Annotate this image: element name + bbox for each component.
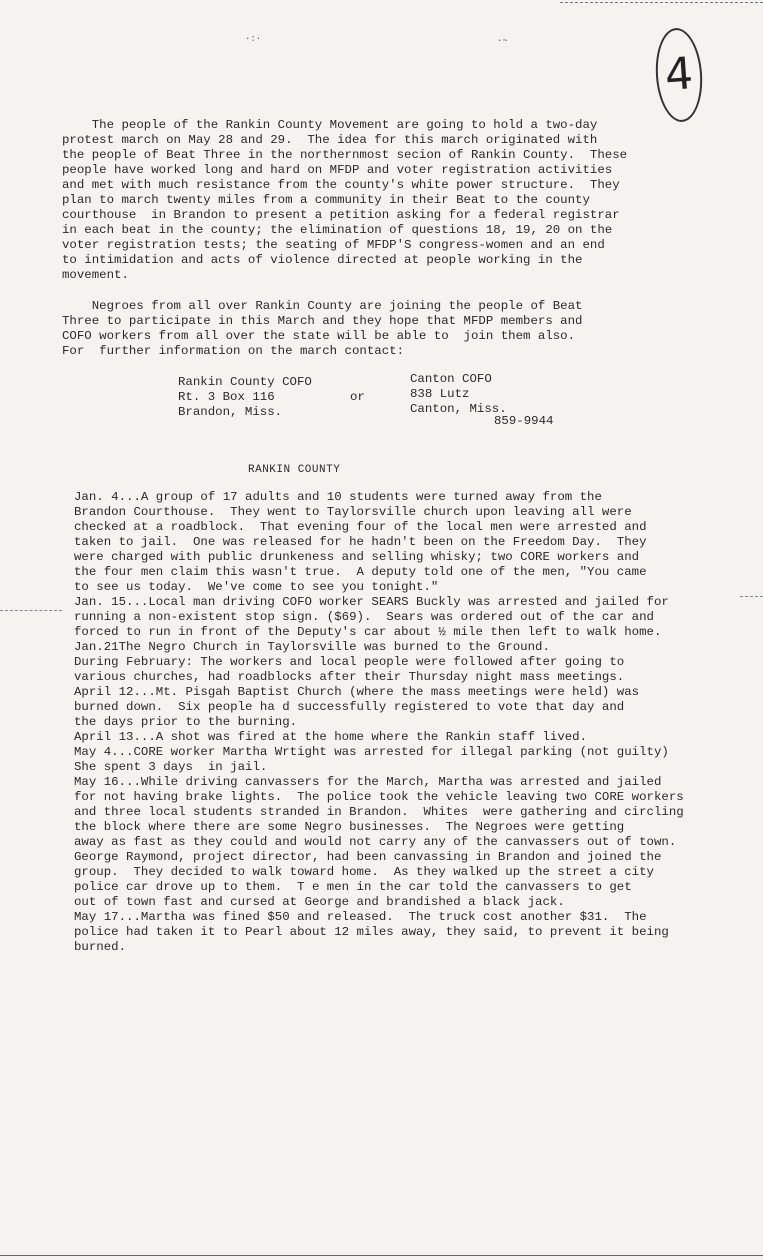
contact-line: Canton, Miss. bbox=[410, 402, 507, 416]
contact-line: Brandon, Miss. bbox=[178, 405, 283, 419]
contact-rankin bbox=[178, 375, 312, 420]
incident-entry: May 17...Martha was fined $50 and released. The truck cost another $31. The police had taken it to Pearl about 12 miles away, they said, to prevent it being burned. bbox=[74, 910, 669, 954]
incident-entry: During February: The workers and local people were followed after going to various churches, had roadblocks after their Thursday night mass meetings. bbox=[74, 655, 625, 684]
incident-entry: May 16...While driving canvassers for the March, Martha was arrested and jailed for not having brake lights. The police took the vehicle leaving two CORE workers and three local students stranded in Brandon. Whites were gathering and circling the block where there are some Negro businesses. The Negroes were getting away as fast as they could and would not carry any of the canvassers out of town. George Raymond, project director, had been canvassing in Brandon and joined the group. They decided to walk toward home. As they walked up the street a city police car drove up to them. T e men in the car told the canvassers to get out of town fast and cursed at George and brandished a black jack. bbox=[74, 775, 684, 909]
margin-smudge bbox=[740, 596, 763, 597]
ink-speck: ·~ bbox=[497, 36, 508, 46]
contact-line: 838 Lutz bbox=[410, 387, 470, 401]
handwritten-page-number: 4 bbox=[653, 27, 705, 124]
incident-entry: April 13...A shot was fired at the home where the Rankin staff lived. bbox=[74, 730, 588, 744]
intro-paragraph-1: The people of the Rankin County Movement are going to hold a two-day protest march on May 28 and 29. The idea for this march originated with the people of Beat Three in the northernmost secion of Rankin County. These people have worked long and hard on MFDP and voter registration activities and met with much resistance from the county's white power structure. They plan to march twenty miles from a community in their Beat to the county courthouse in Brandon to present a petition asking for a federal registrar in each beat in the county; the elimination of questions 18, 19, 20 on the voter registration tests; the seating of MFDP'S congress-women and an end to intimidation and acts of violence directed at people working in the movement. bbox=[62, 118, 628, 282]
contact-canton bbox=[410, 372, 554, 429]
incident-entry: Jan.21The Negro Church in Taylorsville was burned to the Ground. bbox=[74, 640, 550, 654]
intro-section bbox=[62, 118, 702, 359]
incident-entry: May 4...CORE worker Martha Wrtight was arrested for illegal parking (not guilty) She spent 3 days in jail. bbox=[74, 745, 669, 774]
incident-list bbox=[74, 490, 714, 955]
incident-entry: Jan. 4...A group of 17 adults and 10 students were turned away from the Brandon Courthouse. They went to Taylorsville church upon leaving all were checked at a roadblock. That evening four of the local men were arrested and taken to jail. One was released for he hadn't been on the Freedom Day. They were charged with public drunkeness and selling whisky; two CORE workers and the four men claim this wasn't true. A deputy told one of the men, "You came to see us today. We've come to see you tonight." bbox=[74, 490, 647, 594]
ink-speck: ·:· bbox=[245, 34, 262, 44]
section-heading: RANKIN COUNTY bbox=[248, 464, 341, 476]
contact-phone: 859-9944 bbox=[494, 414, 554, 428]
contact-line: Rt. 3 Box 116 bbox=[178, 390, 275, 404]
bottom-edge-rule bbox=[0, 1255, 763, 1256]
contact-or: or bbox=[350, 390, 365, 404]
contact-line: Canton COFO bbox=[410, 372, 492, 386]
contact-line: Rankin County COFO bbox=[178, 375, 312, 389]
top-edge-rule bbox=[560, 2, 763, 3]
incident-entry: Jan. 15...Local man driving COFO worker SEARS Buckly was arrested and jailed for running a non-existent stop sign. ($69). Sears was ordered out of the car and forced to run in front of the Deputy's car about ½ mile then left to walk home. bbox=[74, 595, 669, 639]
margin-smudge bbox=[0, 610, 62, 611]
incident-entry: April 12...Mt. Pisgah Baptist Church (where the mass meetings were held) was burned down. Six people ha d successfully registered to vote that day and the days prior to the burning. bbox=[74, 685, 640, 729]
intro-paragraph-2: Negroes from all over Rankin County are joining the people of Beat Three to participate in this March and they hope that MFDP members and COFO workers from all over the state will be able to join them also. For further information on the march contact: bbox=[62, 299, 583, 358]
